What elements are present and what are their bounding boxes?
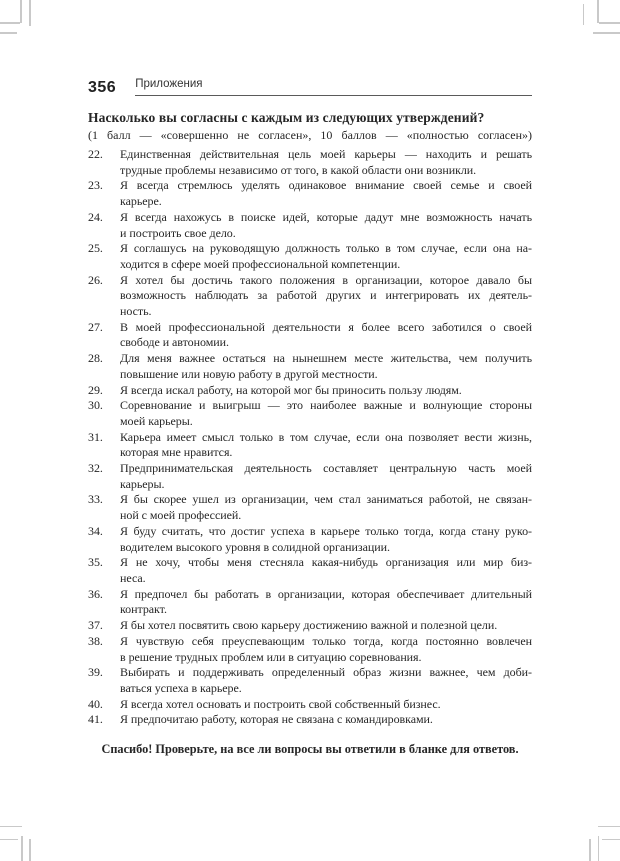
questionnaire-item xyxy=(88,712,532,728)
scan-corner-mark-bottom-right xyxy=(589,839,591,861)
scan-corner-mark-top-right xyxy=(599,22,620,24)
questionnaire-item xyxy=(88,273,532,320)
item-text: Я бы скорее ушел из организации, чем стал заниматься работой, не связан- ной с моей профессией. xyxy=(120,492,532,523)
item-text: Я всегда нахожусь в поиске идей, которые дадут мне возможность начать и построить свое дело. xyxy=(120,209,532,240)
questionnaire-item xyxy=(88,492,532,523)
questionnaire-item xyxy=(88,430,532,461)
scan-corner-mark-top-left xyxy=(20,0,22,23)
questionnaire-item xyxy=(88,383,532,399)
questionnaire-item xyxy=(88,178,532,209)
scan-corner-mark-bottom-left xyxy=(0,826,22,828)
questionnaire-item xyxy=(88,320,532,351)
questionnaire-item xyxy=(88,618,532,634)
item-number: 35. xyxy=(88,555,103,570)
closing-instruction: Спасибо! Проверьте, на все ли вопросы вы ответили в бланке для ответов. xyxy=(101,742,519,757)
questionnaire-item xyxy=(88,351,532,382)
scan-corner-mark-top-left xyxy=(0,22,20,24)
scan-corner-mark-bottom-right xyxy=(602,839,620,841)
rating-scale-note: (1 балл — «совершенно не согласен», 10 баллов — «полностью согласен») xyxy=(88,128,532,142)
item-number: 33. xyxy=(88,492,103,507)
item-number: 28. xyxy=(88,351,103,366)
item-number: 38. xyxy=(88,633,103,648)
item-text: Я предпочел бы работать в организации, которая обеспечивает длительный контракт. xyxy=(120,586,532,617)
item-text: Карьера имеет смысл только в том случае, если она позволяет вести жизнь, которая мне нравится. xyxy=(120,429,532,460)
item-text: Выбирать и поддерживать определенный образ жизни важнее, чем доби- ваться успеха в карьере. xyxy=(120,665,532,695)
scan-corner-mark-bottom-left xyxy=(29,839,31,861)
scan-corner-mark-bottom-right xyxy=(598,836,600,861)
item-number: 27. xyxy=(88,319,103,334)
questionnaire-item xyxy=(88,555,532,586)
item-text: Я соглашусь на руководящую должность только в том случае, если она на- ходится в сфере моей профессиональной компетенции. xyxy=(120,241,532,271)
scan-corner-mark-bottom-left xyxy=(0,839,18,841)
questionnaire-item xyxy=(88,665,532,696)
scan-corner-mark-top-right xyxy=(583,4,585,25)
item-number: 34. xyxy=(88,523,103,538)
item-number: 25. xyxy=(88,241,103,256)
questionnaire-item xyxy=(88,147,532,178)
item-text: Я хотел бы достичь такого положения в организации, которое давало бы возможность наблюдать за работой других и интегрировать их деятель- ность. xyxy=(120,272,532,319)
item-number: 36. xyxy=(88,586,103,601)
item-number: 37. xyxy=(88,618,103,633)
item-text: Я всегда искал работу, на которой мог бы приносить пользу людям. xyxy=(120,382,462,397)
item-number: 32. xyxy=(88,461,103,476)
item-number: 22. xyxy=(88,147,103,161)
scan-corner-mark-top-left xyxy=(0,32,17,34)
questionnaire-heading: Насколько вы согласны с каждым из следующих утверждений? xyxy=(88,110,485,125)
scan-corner-mark-bottom-right xyxy=(598,826,620,828)
scan-corner-mark-bottom-left xyxy=(21,836,23,861)
page-number: 356 xyxy=(88,79,117,96)
item-text: Я бы хотел посвятить свою карьеру достижению важной и полезной цели. xyxy=(120,618,498,633)
questionnaire-item xyxy=(88,210,532,241)
item-text: Единственная действительная цель моей карьеры — находить и решать трудные проблемы независимо от того, в какой области они возникли. xyxy=(120,147,532,177)
item-number: 29. xyxy=(88,382,103,397)
item-number: 23. xyxy=(88,178,103,193)
item-number: 30. xyxy=(88,398,103,413)
item-text: Соревнование и выигрыш — это наиболее важные и волнующие стороны моей карьеры. xyxy=(120,398,532,428)
item-number: 24. xyxy=(88,209,103,224)
item-number: 40. xyxy=(88,696,103,711)
item-number: 31. xyxy=(88,429,103,444)
running-header xyxy=(88,74,532,96)
questionnaire-list xyxy=(88,147,532,728)
item-text: Предпринимательская деятельность составляет центральную часть моей карьеры. xyxy=(120,461,532,491)
item-text: Я буду считать, что достиг успеха в карьере только тогда, когда стану руко- водителем высокого уровня в солидной организации. xyxy=(120,523,532,554)
item-text: Для меня важнее остаться на нынешнем месте жительства, чем получить повышение или новую работу в другой местности. xyxy=(120,351,532,381)
item-number: 39. xyxy=(88,665,103,680)
questionnaire-item xyxy=(88,524,532,555)
item-text: Я всегда хотел основать и построить свой собственный бизнес. xyxy=(120,696,441,711)
questionnaire-item xyxy=(88,461,532,492)
header-rule xyxy=(135,74,532,96)
questionnaire-item xyxy=(88,634,532,665)
item-number: 41. xyxy=(88,712,103,727)
item-text: В моей профессиональной деятельности я более всего заботился о своей свободе и автономии. xyxy=(120,319,532,350)
scan-corner-mark-top-right xyxy=(597,0,599,23)
questionnaire-item xyxy=(88,398,532,429)
questionnaire-item xyxy=(88,241,532,272)
scan-corner-mark-top-right xyxy=(593,32,620,34)
item-number: 26. xyxy=(88,272,103,287)
item-text: Я всегда стремлюсь уделять одинаковое внимание своей семье и своей карьере. xyxy=(120,178,532,209)
questionnaire-item xyxy=(88,697,532,713)
item-text: Я чувствую себя преуспевающим только тогда, когда постоянно вовлечен в решение трудных проблем или в ситуацию соревнования. xyxy=(120,633,532,664)
questionnaire-item xyxy=(88,587,532,618)
text-block xyxy=(88,0,532,757)
section-title: Приложения xyxy=(135,78,203,90)
item-text: Я предпочитаю работу, которая не связана с командировками. xyxy=(120,712,433,727)
scan-corner-mark-top-left xyxy=(29,0,31,26)
item-text: Я не хочу, чтобы меня стесняла какая-нибудь организация или мир биз- неса. xyxy=(120,555,532,585)
